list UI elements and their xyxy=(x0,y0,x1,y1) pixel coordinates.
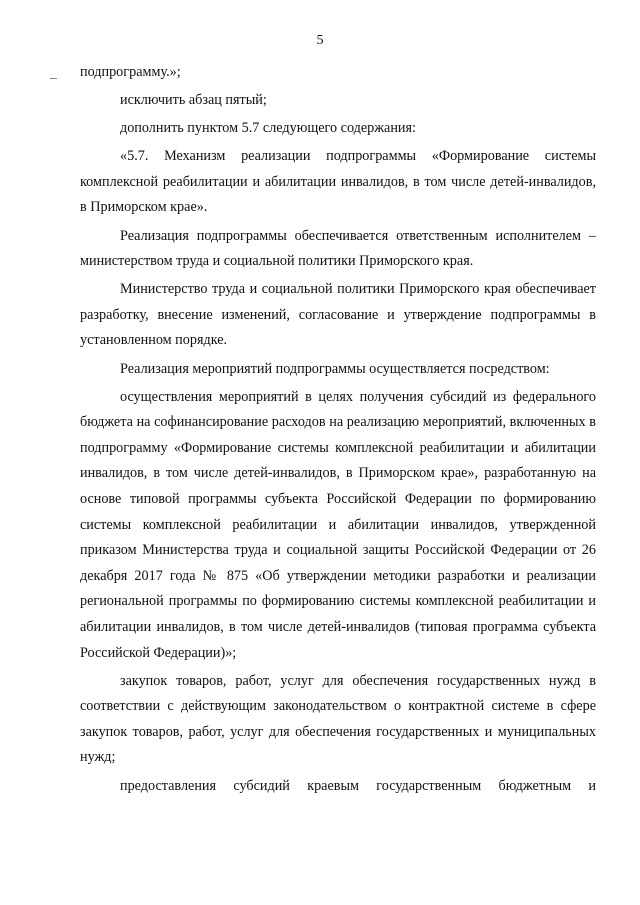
paragraph-ministry-duties: Министерство труда и социальной политики Приморского края обеспечивает разработку, внесение изменений, согласование и утверждение подпрограммы в установленном порядке. xyxy=(80,281,596,349)
page-number: 5 xyxy=(316,33,324,48)
paragraph-continuation: подпрограмму.»; xyxy=(80,64,181,80)
paragraph-responsible-executor: Реализация подпрограммы обеспечивается ответственным исполнителем – министерством труда и социальной политики Приморского края. xyxy=(80,227,596,270)
paragraph-subsidy-provision: предоставления субсидий краевым государственным бюджетным и xyxy=(120,777,596,794)
paragraph-subsidies-measures: осуществления мероприятий в целях получения субсидий из федерального бюджета на софинансирование расходов на реализацию мероприятий, включенных в подпрограмму «Формирование системы комплексной реабилитации и абилитации инвалидов, в том числе детей-инвалидов, в Приморском крае», разработанную на основе типовой программы субъекта Российской Федерации по формированию системы комплексной реабилитации и абилитации инвалидов, утвержденной приказом Министерства труда и социальной защиты Российской Федерации от 26 декабря 2017 года № 875 «Об утверждении методики разработки и реализации региональной программы по формированию системы комплексной реабилитации и абилитации инвалидов, в том числе детей-инвалидов (типовая программа субъекта Российской Федерации)»; xyxy=(80,388,596,661)
paragraph-section-5-7-heading: «5.7. Механизм реализации подпрограммы «Формирование системы комплексной реабилитации и абилитации инвалидов, в том числе детей-инвалидов, в Приморском крае». xyxy=(80,148,596,216)
document-body xyxy=(80,60,596,802)
paragraph-implementation-means: Реализация мероприятий подпрограммы осуществляется посредством: xyxy=(120,360,550,377)
paragraph-add-item: дополнить пунктом 5.7 следующего содержания: xyxy=(120,120,416,137)
margin-mark xyxy=(50,78,57,79)
paragraph-exclude-item: исключить абзац пятый; xyxy=(120,92,267,109)
paragraph-procurement: закупок товаров, работ, услуг для обеспечения государственных нужд в соответствии с действующим законодательством о контрактной системе в сфере закупок товаров, работ, услуг для обеспечения государственных и муниципальных нужд; xyxy=(80,672,596,766)
